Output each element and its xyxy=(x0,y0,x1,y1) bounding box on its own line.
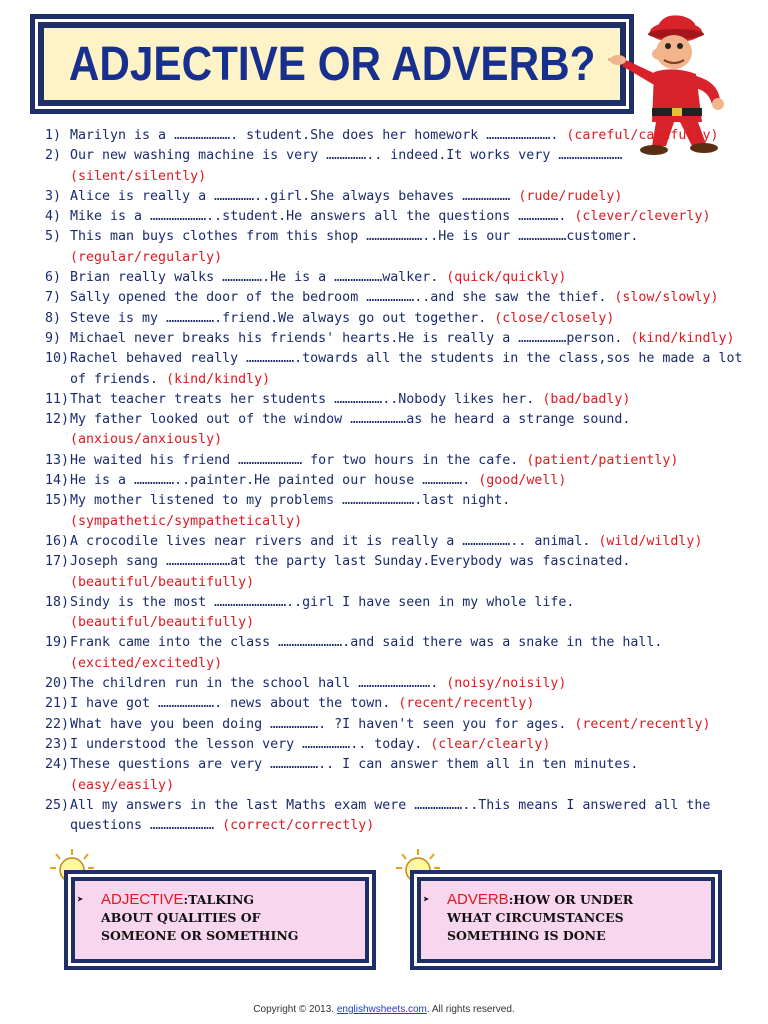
title-banner-fill xyxy=(44,28,620,100)
question-text xyxy=(70,146,622,166)
question-number: 23) xyxy=(45,736,70,752)
question-number: 13) xyxy=(45,452,70,468)
question-number: 3) xyxy=(45,188,62,204)
adjective-box-fill xyxy=(75,881,365,959)
question-text xyxy=(70,796,710,816)
question-text xyxy=(70,309,614,329)
question-text xyxy=(70,268,566,288)
question-line xyxy=(0,491,768,511)
question-text xyxy=(70,532,702,552)
question-item xyxy=(0,715,768,735)
question-continuation-line xyxy=(0,776,768,796)
adverb-def-line2: WHAT CIRCUMSTANCES xyxy=(447,910,624,925)
question-number: 19) xyxy=(45,635,70,651)
answer-choices: (good/well) xyxy=(478,473,567,489)
question-number: 15) xyxy=(45,493,70,509)
question-line xyxy=(0,451,768,471)
question-text xyxy=(70,349,742,369)
question-text xyxy=(70,816,374,836)
adverb-def-line1: :HOW OR UNDER xyxy=(508,892,634,907)
question-text-segment: Joseph sang ……………………at the party last Sunday.Everybody was fascinated. xyxy=(70,554,631,570)
answer-choices: (slow/slowly) xyxy=(614,290,719,306)
question-text xyxy=(70,613,254,633)
question-item xyxy=(0,735,768,755)
question-text xyxy=(70,491,510,511)
question-text xyxy=(70,288,718,308)
copyright-suffix: . All rights reserved. xyxy=(426,1004,515,1015)
question-text xyxy=(70,248,222,268)
answer-choices: (regular/regularly) xyxy=(70,249,223,265)
question-text-segment: Sally opened the door of the bedroom ………………..and she saw the thief. xyxy=(70,290,607,306)
question-line xyxy=(0,715,768,735)
question-line xyxy=(0,126,768,146)
question-text-segment: Frank came into the class …………………….and said there was a snake in the hall. xyxy=(70,635,663,651)
question-continuation-line xyxy=(0,430,768,450)
question-text xyxy=(70,512,302,532)
question-item xyxy=(0,552,768,593)
adverb-def-line3: SOMETHING IS DONE xyxy=(447,928,606,943)
question-text-segment: This man buys clothes from this shop …………………..He is our ………………customer. xyxy=(70,229,639,245)
question-text xyxy=(70,410,630,430)
question-line xyxy=(0,694,768,714)
adjective-def-line1: :TALKING xyxy=(183,892,255,907)
answer-choices: (wild/wildly) xyxy=(598,533,703,549)
question-text xyxy=(70,735,550,755)
question-number: 18) xyxy=(45,594,70,610)
question-number: 22) xyxy=(45,716,70,732)
question-number: 10) xyxy=(45,351,70,367)
question-number: 16) xyxy=(45,533,70,549)
question-number: 20) xyxy=(45,676,70,692)
question-text-segment: questions …………………… xyxy=(70,818,215,834)
question-item xyxy=(0,329,768,349)
answer-choices: (recent/recently) xyxy=(398,696,535,712)
question-number: 11) xyxy=(45,391,70,407)
question-text-segment: I understood the lesson very ……………….. today. xyxy=(70,736,423,752)
question-text xyxy=(70,370,270,390)
question-number: 4) xyxy=(45,209,62,225)
question-item xyxy=(0,227,768,268)
question-text-segment: I have got …………………. news about the town. xyxy=(70,696,391,712)
question-text-segment: A crocodile lives near rivers and it is really a ……………….. animal. xyxy=(70,533,591,549)
adjective-definition xyxy=(101,891,355,945)
question-text-segment: Sindy is the most ………………………..girl I have seen in my whole life. xyxy=(70,594,575,610)
question-text-segment: Brian really walks …………….He is a ………………walker. xyxy=(70,270,439,286)
question-item xyxy=(0,309,768,329)
question-text-segment: That teacher treats her students ………………..Nobody likes her. xyxy=(70,391,535,407)
answer-choices: (clear/clearly) xyxy=(430,736,551,752)
answer-choices: (beautiful/beautifully) xyxy=(70,574,255,590)
question-number: 12) xyxy=(45,412,70,428)
question-number: 5) xyxy=(45,229,62,245)
question-text-segment: Marilyn is a …………………. student.She does her homework ……………………. xyxy=(70,128,559,143)
question-text-segment: All my answers in the last Maths exam were ………………..This means I answered all the xyxy=(70,797,711,813)
title-banner xyxy=(30,14,634,114)
question-text xyxy=(70,471,566,491)
question-continuation-line xyxy=(0,816,768,836)
question-item xyxy=(0,451,768,471)
answer-choices: (careful/carefully) xyxy=(566,128,719,143)
answer-choices: (beautiful/beautifully) xyxy=(70,615,255,631)
question-text xyxy=(70,126,718,146)
question-number: 2) xyxy=(45,148,62,164)
question-line xyxy=(0,593,768,613)
answer-choices: (quick/quickly) xyxy=(446,270,567,286)
question-number: 9) xyxy=(45,330,62,346)
answer-choices: (correct/correctly) xyxy=(222,818,375,834)
question-text xyxy=(70,167,206,187)
question-text-segment: My father looked out of the window …………………as he heard a strange sound. xyxy=(70,412,631,428)
question-continuation-line xyxy=(0,613,768,633)
question-number: 8) xyxy=(45,310,62,326)
question-item xyxy=(0,146,768,187)
adjective-definition-box xyxy=(64,870,376,970)
question-text xyxy=(70,694,534,714)
question-continuation-line xyxy=(0,654,768,674)
adverb-box-fill xyxy=(421,881,711,959)
question-line xyxy=(0,309,768,329)
question-item xyxy=(0,755,768,796)
question-text-segment: Alice is really a ……………..girl.She always behaves ……………… xyxy=(70,188,511,204)
answer-choices: (kind/kindly) xyxy=(166,371,271,387)
answer-choices: (anxious/anxiously) xyxy=(70,432,223,448)
question-text-segment: These questions are very ……………….. I can answer them all in ten minutes. xyxy=(70,757,639,773)
question-line xyxy=(0,552,768,572)
question-item xyxy=(0,694,768,714)
question-text-segment: My mother listened to my problems ……………………….last night. xyxy=(70,493,511,509)
adverb-definition xyxy=(447,891,701,945)
answer-choices: (noisy/noisily) xyxy=(446,676,567,692)
question-item xyxy=(0,471,768,491)
question-item xyxy=(0,288,768,308)
question-text xyxy=(70,776,174,796)
adverb-box-border xyxy=(414,874,718,966)
question-continuation-line xyxy=(0,512,768,532)
answer-choices: (clever/cleverly) xyxy=(574,209,711,225)
answer-choices: (rude/rudely) xyxy=(518,188,623,204)
question-text xyxy=(70,674,566,694)
question-text-segment: Steve is my ……………….friend.We always go out together. xyxy=(70,310,487,326)
question-text xyxy=(70,573,254,593)
question-item xyxy=(0,126,768,146)
question-line xyxy=(0,532,768,552)
question-line xyxy=(0,471,768,491)
question-line xyxy=(0,227,768,247)
answer-choices: (easy/easily) xyxy=(70,777,175,793)
question-number: 1) xyxy=(45,128,62,143)
question-text xyxy=(70,207,710,227)
adjective-box-border xyxy=(68,874,372,966)
question-text-segment: Michael never breaks his friends' hearts.He is really a ………………person. xyxy=(70,330,623,346)
answer-choices: (close/closely) xyxy=(494,310,615,326)
question-continuation-line xyxy=(0,248,768,268)
question-number: 6) xyxy=(45,270,62,286)
question-text xyxy=(70,451,678,471)
question-text-segment: of friends. xyxy=(70,371,159,387)
question-text-segment: Mike is a …………………..student.He answers all the questions ……………. xyxy=(70,209,567,225)
question-text xyxy=(70,552,630,572)
question-line xyxy=(0,796,768,816)
question-text xyxy=(70,654,222,674)
answer-choices: (recent/recently) xyxy=(574,716,711,732)
question-text-segment: Rachel behaved really ……………….towards all the students in the class,sos he made a lot xyxy=(70,351,743,367)
question-line xyxy=(0,735,768,755)
question-line xyxy=(0,329,768,349)
question-text xyxy=(70,430,222,450)
question-continuation-line xyxy=(0,370,768,390)
question-item xyxy=(0,633,768,674)
question-item xyxy=(0,796,768,837)
copyright-prefix: Copyright © 2013. xyxy=(253,1004,337,1015)
question-line xyxy=(0,410,768,430)
question-line xyxy=(0,187,768,207)
question-text xyxy=(70,227,638,247)
site-link[interactable]: englishwsheets.com xyxy=(336,1004,427,1015)
question-item xyxy=(0,349,768,390)
question-text xyxy=(70,390,630,410)
question-line xyxy=(0,146,768,166)
adjective-def-line2: ABOUT QUALITIES OF xyxy=(101,910,261,925)
answer-choices: (patient/patiently) xyxy=(526,452,679,468)
question-text xyxy=(70,715,710,735)
question-text-segment: What have you been doing ………………. ?I haven't seen you for ages. xyxy=(70,716,567,732)
answer-choices: (sympathetic/sympathetically) xyxy=(70,513,303,529)
adverb-heading: ADVERB xyxy=(447,891,509,908)
question-line xyxy=(0,349,768,369)
question-text xyxy=(70,755,638,775)
question-text xyxy=(70,593,574,613)
question-number: 14) xyxy=(45,473,70,489)
question-text-segment: The children run in the school hall ………………………. xyxy=(70,676,439,692)
question-number: 17) xyxy=(45,554,70,570)
question-number: 24) xyxy=(45,757,70,773)
answer-choices: (silent/silently) xyxy=(70,168,207,184)
answer-choices: (bad/badly) xyxy=(542,391,631,407)
question-item xyxy=(0,390,768,410)
question-line xyxy=(0,755,768,775)
question-item xyxy=(0,268,768,288)
question-item xyxy=(0,187,768,207)
question-item xyxy=(0,532,768,552)
adjective-heading: ADJECTIVE xyxy=(101,891,184,908)
question-list xyxy=(0,126,768,836)
question-text xyxy=(70,329,734,349)
question-item xyxy=(0,207,768,227)
question-line xyxy=(0,390,768,410)
question-continuation-line xyxy=(0,167,768,187)
question-item xyxy=(0,410,768,451)
question-number: 25) xyxy=(45,797,70,813)
question-text-segment: Our new washing machine is very …………….. indeed.It works very …………………… xyxy=(70,148,623,164)
question-number: 7) xyxy=(45,290,62,306)
adjective-def-line3: SOMEONE OR SOMETHING xyxy=(101,928,299,943)
question-text-segment: He waited his friend …………………… for two hours in the cafe. xyxy=(70,452,519,468)
question-line xyxy=(0,268,768,288)
question-continuation-line xyxy=(0,573,768,593)
arrow-bullet-icon: ➤ xyxy=(77,893,84,906)
question-line xyxy=(0,633,768,653)
arrow-bullet-icon: ➤ xyxy=(423,893,430,906)
question-text-segment: He is a ……………..painter.He painted our house ……………. xyxy=(70,473,471,489)
title-banner-border xyxy=(35,19,629,109)
adverb-definition-box xyxy=(410,870,722,970)
question-line xyxy=(0,288,768,308)
question-line xyxy=(0,674,768,694)
question-text xyxy=(70,633,662,653)
question-item xyxy=(0,674,768,694)
answer-choices: (kind/kindly) xyxy=(630,330,735,346)
question-item xyxy=(0,491,768,532)
page-title: ADJECTIVE OR ADVERB? xyxy=(68,37,596,91)
question-text xyxy=(70,187,622,207)
question-number: 21) xyxy=(45,696,70,712)
answer-choices: (excited/excitedly) xyxy=(70,655,223,671)
copyright-footer xyxy=(0,1004,768,1015)
question-line xyxy=(0,207,768,227)
question-item xyxy=(0,593,768,634)
